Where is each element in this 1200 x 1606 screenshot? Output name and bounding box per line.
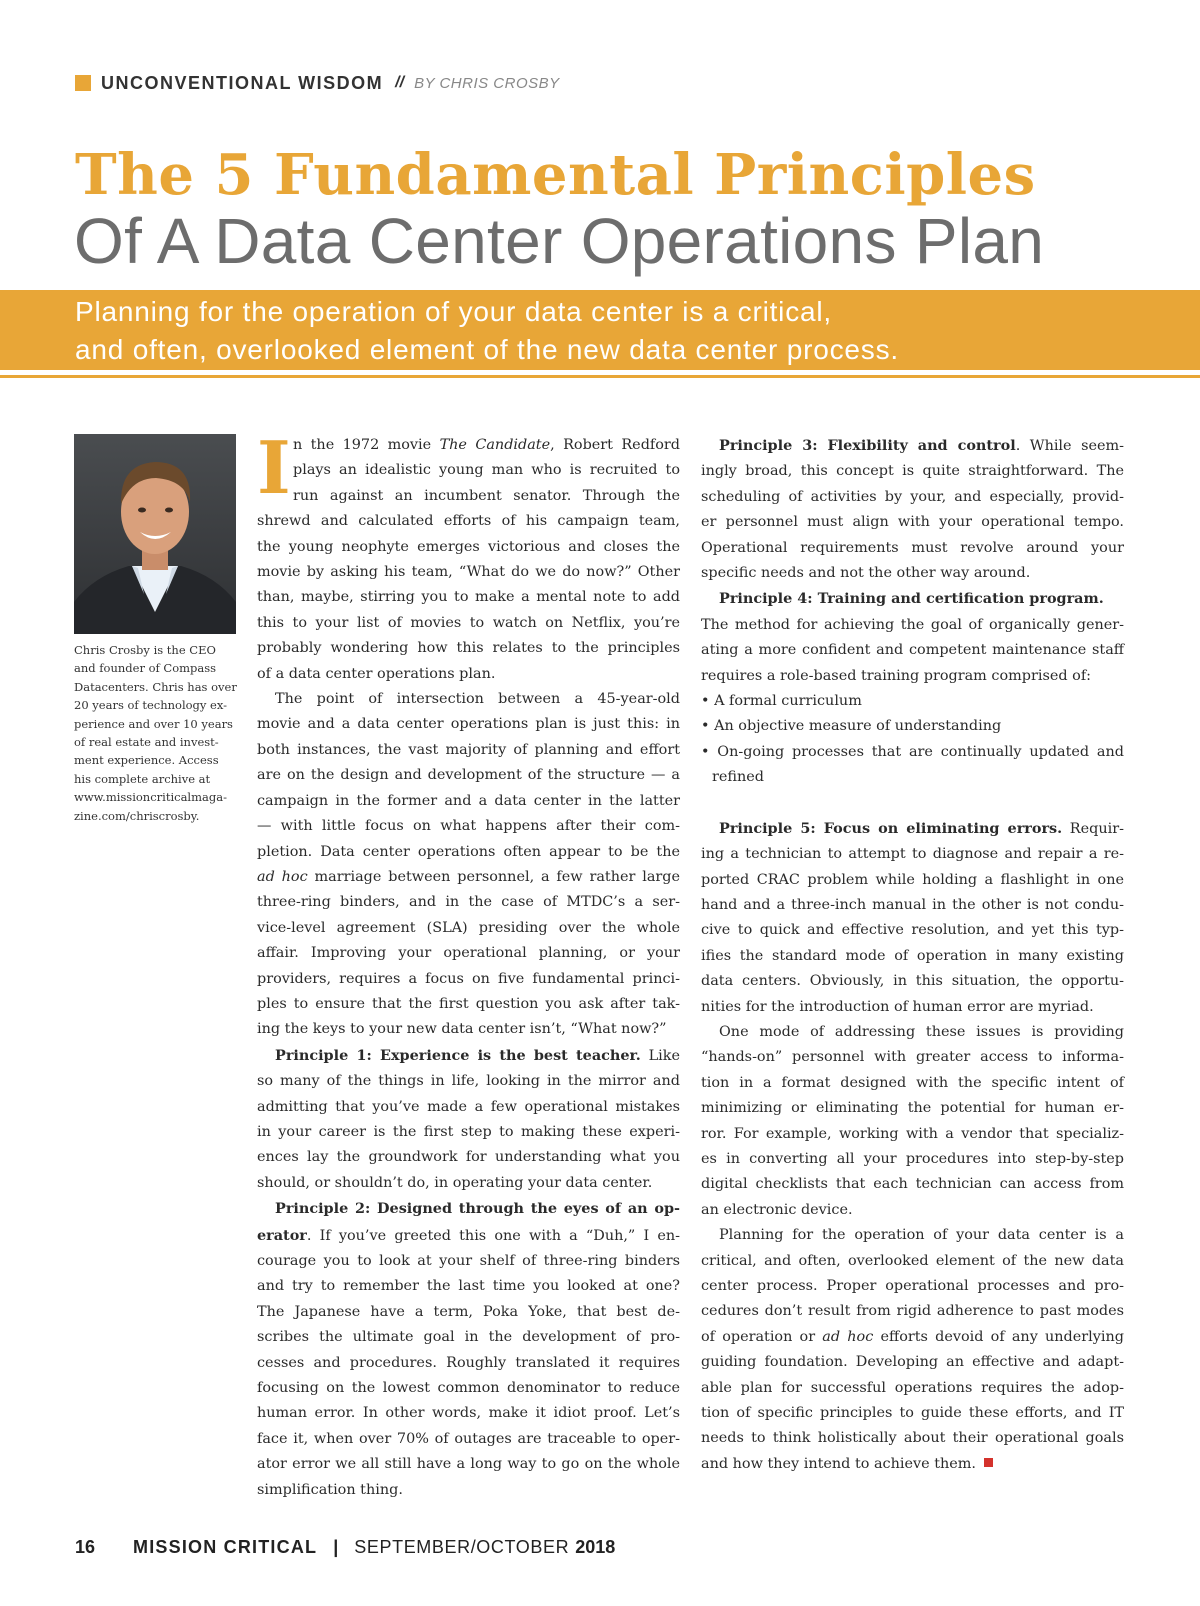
body-text-line	[257, 1427, 680, 1452]
text-run: in your career is the first step to making these experi-	[257, 1123, 680, 1140]
body-text-line	[701, 1325, 1124, 1350]
text-run: courage you to look at your shelf of three-ring binders	[257, 1253, 680, 1269]
text-run: data centers. Obviously, in this situation, the opportu-	[701, 973, 1124, 990]
body-text-line	[701, 816, 1124, 842]
body-text-line	[701, 586, 1124, 612]
body-text-line	[257, 687, 680, 712]
header-separator: //	[395, 74, 405, 91]
bio-line: Chris Crosby is the CEO	[74, 643, 216, 657]
body-text-line	[701, 1198, 1124, 1223]
text-run: Operational requirements must revolve around your	[701, 539, 1124, 556]
text-run: . If you’ve greeted this one with a “Duh,” I en-	[306, 1227, 680, 1244]
body-text-line	[257, 1017, 680, 1042]
text-run: ences lay the groundwork for understanding what you	[257, 1149, 680, 1166]
article-deck	[75, 293, 1175, 369]
body-text-line	[701, 613, 1124, 638]
article-subtitle: Of A Data Center Operations Plan	[74, 205, 1045, 277]
body-text-line	[257, 1196, 680, 1222]
bio-line: of real estate and invest-	[74, 735, 219, 750]
body-text-line	[257, 712, 680, 737]
body-text-line	[701, 510, 1124, 535]
text-run: admitting that you’ve made a few operational mistakes	[257, 1098, 680, 1115]
text-run: plays an idealistic young man who is recruited to	[293, 462, 680, 479]
paragraph-gap	[701, 791, 1124, 816]
text-run: of a data center operations plan.	[257, 665, 496, 682]
body-text-line	[257, 1145, 680, 1170]
page-number: 16	[75, 1536, 96, 1557]
body-text-line	[257, 1351, 680, 1376]
text-run: The Japanese have a term, Poka Yoke, that best de-	[257, 1303, 680, 1320]
italic-run: The Candidate	[439, 437, 551, 453]
body-text-line	[701, 433, 1124, 459]
text-run: this to your list of movies to watch on Netflix, you’re	[257, 614, 680, 631]
body-text-line	[701, 1071, 1124, 1096]
body-text-line	[257, 763, 680, 788]
body-text-line	[257, 1300, 680, 1325]
body-text-line	[701, 1147, 1124, 1172]
text-run: an electronic device.	[701, 1201, 853, 1218]
body-text-line	[257, 992, 680, 1017]
text-run: and try to remember the last time you looked at one?	[257, 1278, 680, 1295]
body-text-line	[257, 1249, 680, 1274]
text-run: able plan for successful operations requires the adop-	[701, 1379, 1124, 1396]
text-run: efforts devoid of any underlying	[873, 1328, 1124, 1345]
body-text-line	[257, 1401, 680, 1426]
text-run: tion of specific principles to guide these efforts, and IT	[701, 1405, 1124, 1422]
body-text-line	[257, 1171, 680, 1196]
text-run: es in converting all your procedures into step-by-step	[701, 1150, 1124, 1167]
body-text-line	[701, 740, 1124, 765]
text-run: vice-level agreement (SLA) presiding over the whole	[257, 919, 680, 936]
text-run: Planning for the operation of your data center is a	[719, 1227, 1124, 1244]
text-run: run against an incumbent senator. Through the	[293, 487, 680, 504]
text-run: er personnel must align with your operational tempo.	[701, 514, 1124, 531]
body-text-line	[257, 967, 680, 992]
text-run: ing a technician to attempt to diagnose and repair a re-	[701, 846, 1124, 863]
body-text-line	[257, 636, 680, 661]
body-text-line	[701, 1172, 1124, 1197]
text-run: movie and a data center operations plan is just this: in	[257, 716, 680, 733]
text-run: ating a more confident and competent maintenance staff	[701, 642, 1124, 659]
text-run: so many of the things in life, looking in the mirror and	[257, 1073, 680, 1090]
body-text-line	[257, 1325, 680, 1350]
body-text-line	[701, 1045, 1124, 1070]
body-text-line	[257, 916, 680, 941]
author-portrait-icon	[74, 434, 236, 634]
text-run: human error. In other words, make it idiot proof. Let’s	[257, 1405, 680, 1422]
body-text-line	[701, 485, 1124, 510]
issue-year: 2018	[575, 1536, 616, 1557]
text-run: probably wondering how this relates to the principles	[257, 640, 680, 657]
magazine-name: MISSION CRITICAL	[133, 1536, 318, 1557]
text-run: of operation or	[701, 1328, 823, 1345]
body-text-line	[257, 1223, 680, 1249]
drop-cap: I	[257, 425, 291, 510]
body-text-line	[257, 789, 680, 814]
text-run: scribes the ultimate goal in the development of pro-	[257, 1329, 680, 1346]
text-run: critical, and often, overlooked element of the new data	[701, 1252, 1124, 1269]
text-run: requires a role-based training program comprised of:	[701, 667, 1091, 684]
text-run: movie by asking his team, “What do we do now?” Other	[257, 564, 680, 581]
column-name: UNCONVENTIONAL WISDOM	[101, 72, 384, 93]
text-run: The method for achieving the goal of organically gener-	[701, 616, 1124, 633]
text-run: focusing on the lowest common denominator to reduce	[257, 1380, 680, 1397]
italic-run: ad hoc	[822, 1328, 874, 1345]
text-run: ing the keys to your new data center isn’t, “What now?”	[257, 1021, 667, 1038]
body-text-line	[701, 1350, 1124, 1375]
text-run: One mode of addressing these issues is providing	[719, 1023, 1124, 1040]
text-run: • On-going processes that are continually updated and	[701, 743, 1124, 760]
principle-heading: Principle 4: Training and certification program.	[719, 590, 1104, 608]
issue-date: SEPTEMBER/OCTOBER	[354, 1536, 570, 1557]
body-text-line	[257, 840, 680, 865]
body-text-line	[257, 814, 680, 839]
deck-line: Planning for the operation of your data center is a critical,	[75, 296, 832, 327]
body-text-line	[701, 561, 1124, 586]
text-run: cesses and procedures. Roughly translated it requires	[257, 1354, 680, 1371]
text-run: “hands-on” personnel with greater access to informa-	[701, 1049, 1124, 1066]
text-run: providers, requires a focus on five fundamental princi-	[257, 970, 680, 987]
body-text-line	[701, 536, 1124, 561]
principle-heading: erator	[257, 1226, 307, 1244]
body-text-line	[257, 509, 680, 534]
text-run: ror. For example, working with a vendor that specializ-	[701, 1125, 1124, 1142]
text-run: Requir-	[1062, 820, 1124, 837]
footer-separator: |	[333, 1536, 339, 1557]
text-run: • A formal curriculum	[701, 693, 862, 710]
bio-line: ment experience. Access	[74, 753, 219, 768]
page-footer	[75, 1532, 615, 1562]
text-run: pletion. Data center operations often appear to be the	[257, 843, 680, 860]
body-text-line	[701, 459, 1124, 484]
text-run: than, maybe, stirring you to make a mental note to add	[257, 589, 680, 606]
body-column-1	[257, 425, 681, 1503]
body-text-line	[701, 638, 1124, 663]
bio-line: and founder of Compass	[74, 661, 217, 676]
body-text-line	[701, 893, 1124, 918]
principle-heading: Principle 3: Flexibility and control	[719, 437, 1016, 454]
body-text-line	[701, 969, 1124, 994]
body-text-line	[701, 1299, 1124, 1324]
body-text-line	[257, 1452, 680, 1477]
body-text-line	[701, 664, 1124, 689]
body-text-line	[701, 765, 1124, 790]
principle-heading: Principle 2: Designed through the eyes of an op-	[275, 1200, 680, 1218]
body-text-line	[257, 535, 680, 560]
text-run: ported CRAC problem while holding a flashlight in one	[701, 871, 1124, 888]
bio-line: his complete archive at	[74, 771, 211, 786]
body-text-line	[257, 1095, 680, 1120]
text-run: both instances, the vast majority of planning and effort	[257, 741, 680, 758]
text-run: ingly broad, this concept is quite straightforward. The	[701, 463, 1124, 480]
text-run: hand and a three-inch manual in the other is not condu-	[701, 896, 1124, 913]
author-photo	[74, 434, 236, 634]
text-run: guiding foundation. Developing an effective and adapt-	[701, 1354, 1124, 1371]
body-text-line	[701, 995, 1124, 1020]
text-run: campaign in the former and a data center in the latter	[257, 792, 680, 809]
body-text-line	[701, 1426, 1124, 1451]
body-text-line	[257, 458, 680, 483]
text-run: cive to quick and effective resolution, and yet this typ-	[701, 922, 1124, 939]
body-text-line	[701, 918, 1124, 943]
principle-heading: Principle 1: Experience is the best teacher.	[275, 1046, 641, 1064]
text-run: digital checklists that each technician can access from	[701, 1176, 1124, 1193]
deck-line: and often, overlooked element of the new data center process.	[75, 334, 899, 365]
body-text-line	[701, 944, 1124, 969]
text-run: minimizing or eliminating the potential for human er-	[701, 1100, 1124, 1117]
article-title: The 5 Fundamental Principles	[75, 142, 1036, 208]
column-marker-square	[75, 75, 91, 91]
text-run: ifies the standard mode of operation in many existing	[701, 947, 1124, 964]
text-run: affair. Improving your operational planning, or your	[257, 945, 680, 962]
text-run: the young neophyte emerges victorious and closes the	[257, 538, 680, 555]
body-text-line	[257, 941, 680, 966]
body-text-line	[701, 1452, 1124, 1477]
end-of-article-mark	[984, 1458, 993, 1467]
text-run: center process. Proper operational processes and pro-	[701, 1278, 1124, 1294]
body-text-line	[257, 890, 680, 915]
text-run: three-ring binders, and in the case of MTDC’s a ser-	[257, 894, 680, 911]
bio-line: zine.com/chriscrosby.	[74, 808, 200, 823]
text-run: are on the design and development of the structure — a	[257, 767, 680, 784]
body-text-line	[701, 1223, 1124, 1248]
body-text-line	[257, 1478, 680, 1503]
body-text-line	[701, 1376, 1124, 1401]
body-text-line	[701, 842, 1124, 867]
text-run: simplification thing.	[257, 1481, 403, 1498]
column-header	[75, 72, 560, 94]
body-text-line	[257, 662, 680, 687]
body-text-line	[257, 1274, 680, 1299]
text-run: scheduling of activities by your, and especially, provid-	[701, 488, 1124, 505]
text-run: — with little focus on what happens after their com-	[257, 818, 680, 835]
text-run: n the 1972 movie	[293, 437, 440, 453]
text-run: Like	[640, 1047, 680, 1064]
text-run: refined	[712, 769, 764, 786]
body-text-line	[701, 689, 1124, 714]
body-text-line	[701, 1096, 1124, 1121]
byline: BY CHRIS CROSBY	[414, 74, 560, 92]
body-column-2	[701, 433, 1124, 1477]
text-run: marriage between personnel, a few rather large	[307, 868, 681, 885]
text-run: tion in a format designed with the specific intent of	[701, 1074, 1124, 1091]
body-text-line	[701, 1249, 1124, 1274]
bio-line: perience and over 10 years	[74, 716, 233, 731]
body-text-line	[257, 865, 680, 890]
text-run: needs to think holistically about their operational goals	[701, 1430, 1124, 1447]
body-text-line	[257, 1376, 680, 1401]
text-run: . While seem-	[1015, 438, 1124, 454]
body-text-line	[701, 1020, 1124, 1045]
body-text-line	[257, 1069, 680, 1094]
body-text-line	[257, 1120, 680, 1145]
body-text-line	[257, 1043, 680, 1069]
text-run: and how they intend to achieve them.	[701, 1455, 977, 1472]
body-text-line	[257, 433, 680, 458]
body-text-line	[257, 611, 680, 636]
author-bio	[74, 641, 242, 825]
text-run: nities for the introduction of human error are myriad.	[701, 998, 1094, 1015]
text-run: shrewd and calculated efforts of his campaign team,	[257, 513, 680, 530]
italic-run: ad hoc	[257, 868, 308, 885]
body-text-line	[701, 1401, 1124, 1426]
principle-heading: Principle 5: Focus on eliminating errors.	[719, 819, 1063, 837]
body-text-line	[257, 484, 680, 509]
bio-line: 20 years of technology ex-	[74, 698, 228, 713]
body-text-line	[701, 868, 1124, 893]
body-text-line	[701, 1122, 1124, 1147]
bio-line: www.missioncriticalmaga-	[74, 790, 227, 805]
bio-line: Datacenters. Chris has over	[74, 679, 237, 694]
body-text-line	[701, 714, 1124, 739]
body-text-line	[257, 738, 680, 763]
text-run: specific needs and not the other way around.	[701, 565, 1031, 582]
text-run: cedures don’t result from rigid adherence to past modes	[701, 1303, 1124, 1320]
text-run: ator error we all still have a long way to go on the whole	[257, 1456, 680, 1473]
text-run: should, or shouldn’t do, in operating your data center.	[257, 1174, 653, 1191]
text-run: , Robert Redford	[550, 437, 680, 453]
text-run: ples to ensure that the first question you ask after tak-	[257, 995, 680, 1012]
text-run: • An objective measure of understanding	[701, 718, 1002, 735]
body-text-line	[257, 585, 680, 610]
text-run: The point of intersection between a 45-year-old	[275, 691, 680, 708]
text-run: face it, when over 70% of outages are traceable to oper-	[257, 1430, 680, 1447]
body-text-line	[257, 560, 680, 585]
deck-rule	[0, 375, 1200, 378]
body-text-line	[701, 1274, 1124, 1299]
